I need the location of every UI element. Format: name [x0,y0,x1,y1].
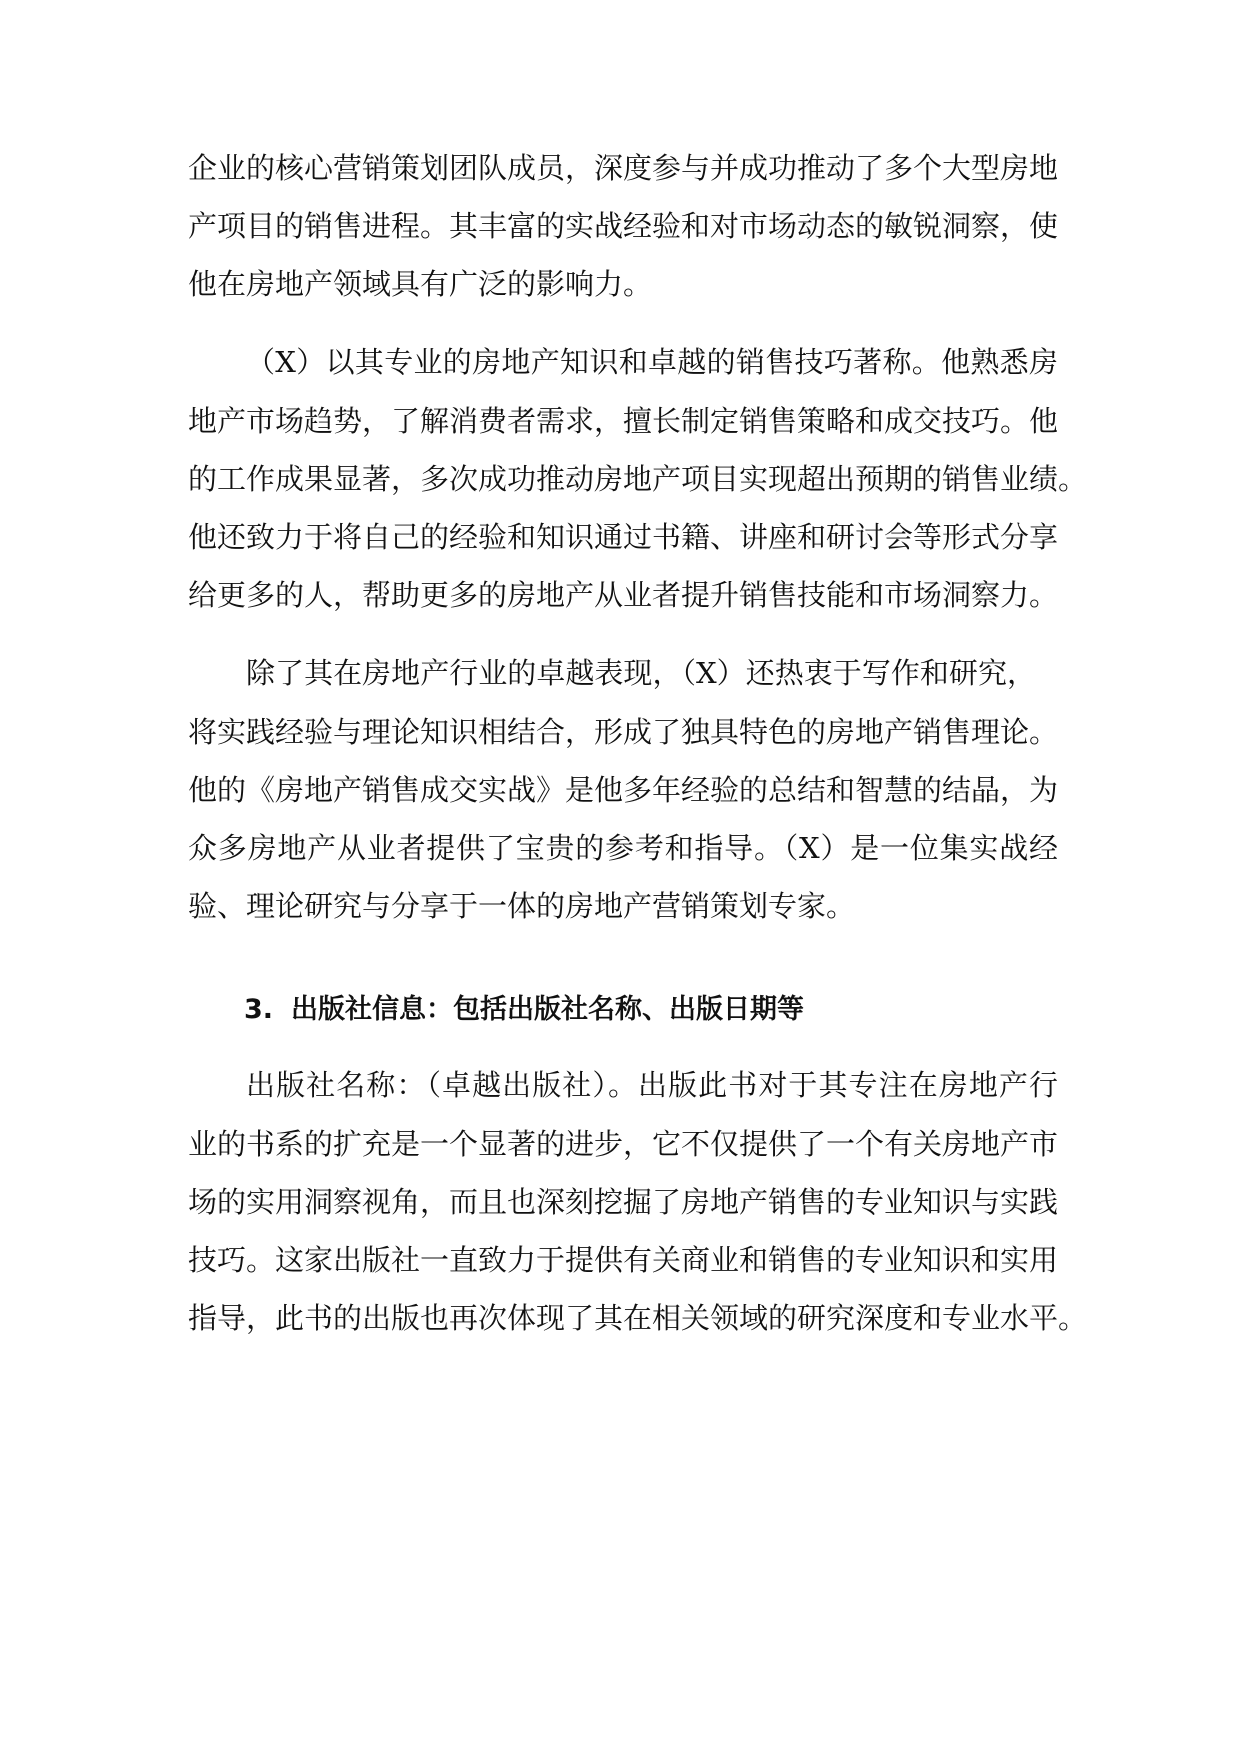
paragraph-3-line-1: 除了其在房地产行业的卓越表现，（X）还热衷于写作和研究， [246,656,1036,690]
paragraph-2-line-5: 给更多的人，帮助更多的房地产从业者提升销售技能和市场洞察力。 [188,578,1059,612]
paragraph-2-line-4: 他还致力于将自己的经验和知识通过书籍、讲座和研讨会等形式分享 [188,520,1059,554]
section-title: 出版社信息：包括出版社名称、出版日期等 [291,994,805,1025]
paragraph-2-line-3: 的工作成果显著，多次成功推动房地产项目实现超出预期的销售业绩。 [188,462,1088,496]
publisher-line-3: 场的实用洞察视角，而且也深刻挖掘了房地产销售的专业知识与实践 [188,1185,1059,1219]
paragraph-1-line-1: 企业的核心营销策划团队成员，深度参与并成功推动了多个大型房地 [188,151,1059,185]
paragraph-3-line-3: 他的《房地产销售成交实战》是他多年经验的总结和智慧的结晶，为 [188,773,1059,807]
paragraph-1-line-3: 他在房地产领域具有广泛的影响力。 [188,267,653,301]
paragraph-2-line-2: 地产市场趋势，了解消费者需求，擅长制定销售策略和成交技巧。他 [188,404,1059,438]
publisher-line-1: 出版社名称：（卓越出版社）。出版此书对于其专注在房地产行 [246,1068,1058,1102]
publisher-line-2: 业的书系的扩充是一个显著的进步，它不仅提供了一个有关房地产市 [188,1127,1059,1161]
section-heading [244,990,804,1030]
paragraph-2-line-1: （X）以其专业的房地产知识和卓越的销售技巧著称。他熟悉房 [246,345,1058,379]
paragraph-3-line-2: 将实践经验与理论知识相结合，形成了独具特色的房地产销售理论。 [188,715,1059,749]
paragraph-3-line-4: 众多房地产从业者提供了宝贵的参考和指导。（X）是一位集实战经 [188,831,1058,865]
paragraph-1-line-2: 产项目的销售进程。其丰富的实战经验和对市场动态的敏锐洞察，使 [188,209,1059,243]
paragraph-3-line-5: 验、理论研究与分享于一体的房地产营销策划专家。 [188,889,856,923]
section-number: 3. [244,994,274,1025]
publisher-line-5: 指导，此书的出版也再次体现了其在相关领域的研究深度和专业水平。 [188,1301,1088,1335]
publisher-line-4: 技巧。这家出版社一直致力于提供有关商业和销售的专业知识和实用 [188,1243,1059,1277]
